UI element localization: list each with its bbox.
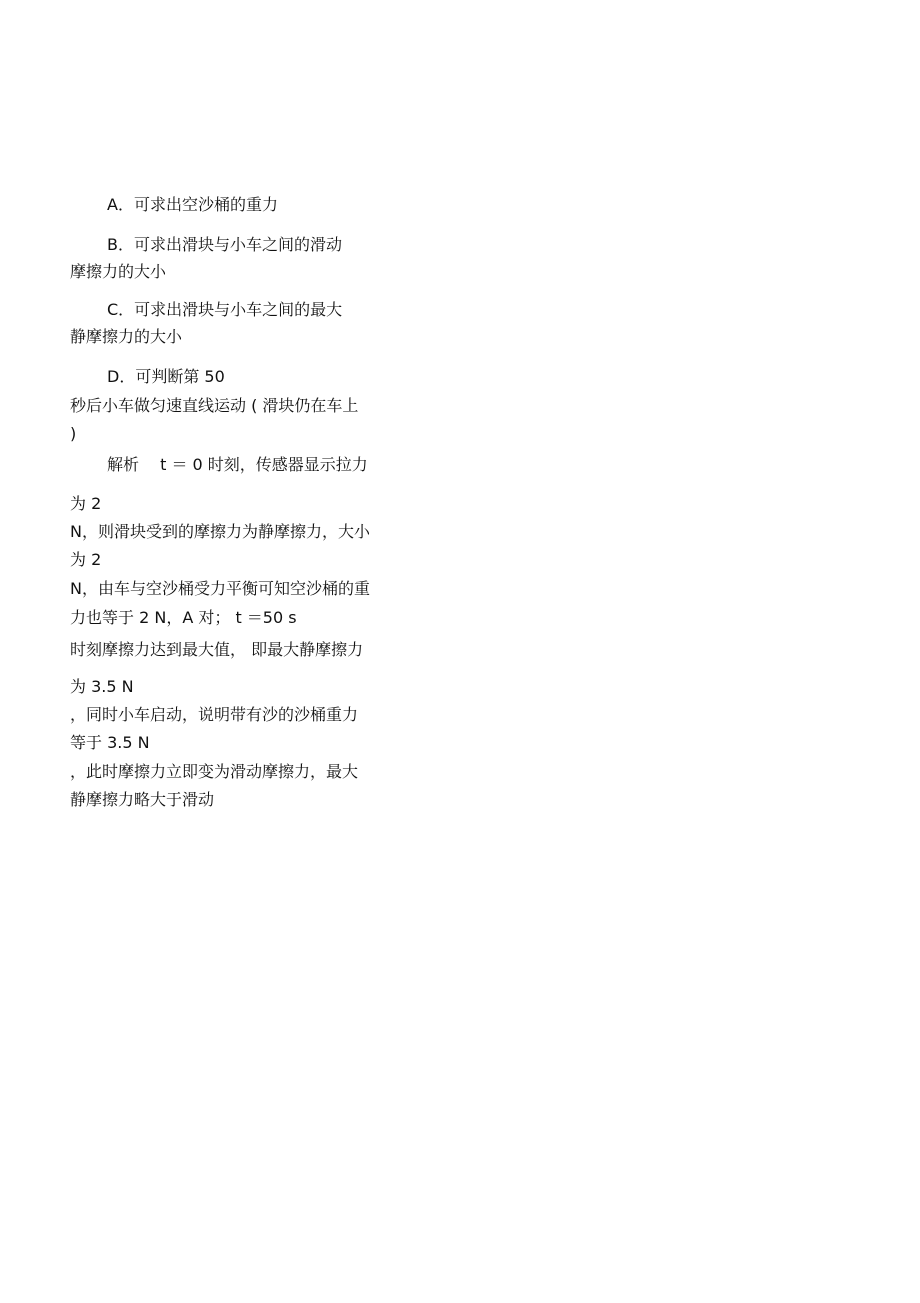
analysis-line-5: N，由车与空沙桶受力平衡可知空沙桶的重 [70, 579, 370, 598]
option-c-line-1: C．可求出滑块与小车之间的最大 [107, 300, 343, 319]
analysis-line-10: 等于 3.5 N [70, 733, 150, 752]
option-d-line-3: ) [70, 424, 77, 443]
option-a: A．可求出空沙桶的重力 [107, 195, 278, 214]
option-c-line-2: 静摩擦力的大小 [70, 327, 183, 346]
analysis-line-8: 为 3.5 N [70, 677, 134, 696]
analysis-line-9: ，同时小车启动，说明带有沙的沙桶重力 [70, 705, 359, 724]
analysis-line-3: N，则滑块受到的摩擦力为静摩擦力，大小 [70, 522, 370, 541]
option-b-line-2: 摩擦力的大小 [70, 262, 167, 281]
analysis-line-11: ，此时摩擦力立即变为滑动摩擦力，最大 [70, 762, 359, 781]
analysis-line-12: 静摩擦力略大于滑动 [70, 790, 215, 809]
analysis-line-6: 力也等于 2 N，A 对； t ＝50 s [70, 608, 297, 627]
analysis-line-7: 时刻摩擦力达到最大值， 即最大静摩擦力 [70, 640, 364, 659]
option-d-line-1: D．可判断第 50 [107, 367, 225, 386]
option-b-line-1: B．可求出滑块与小车之间的滑动 [107, 235, 342, 254]
analysis-line-2: 为 2 [70, 494, 102, 513]
option-d-line-2: 秒后小车做匀速直线运动 ( 滑块仍在车上 [70, 396, 359, 415]
analysis-line-1: 解析 t ＝ 0 时刻，传感器显示拉力 [107, 455, 368, 474]
analysis-line-4: 为 2 [70, 550, 102, 569]
